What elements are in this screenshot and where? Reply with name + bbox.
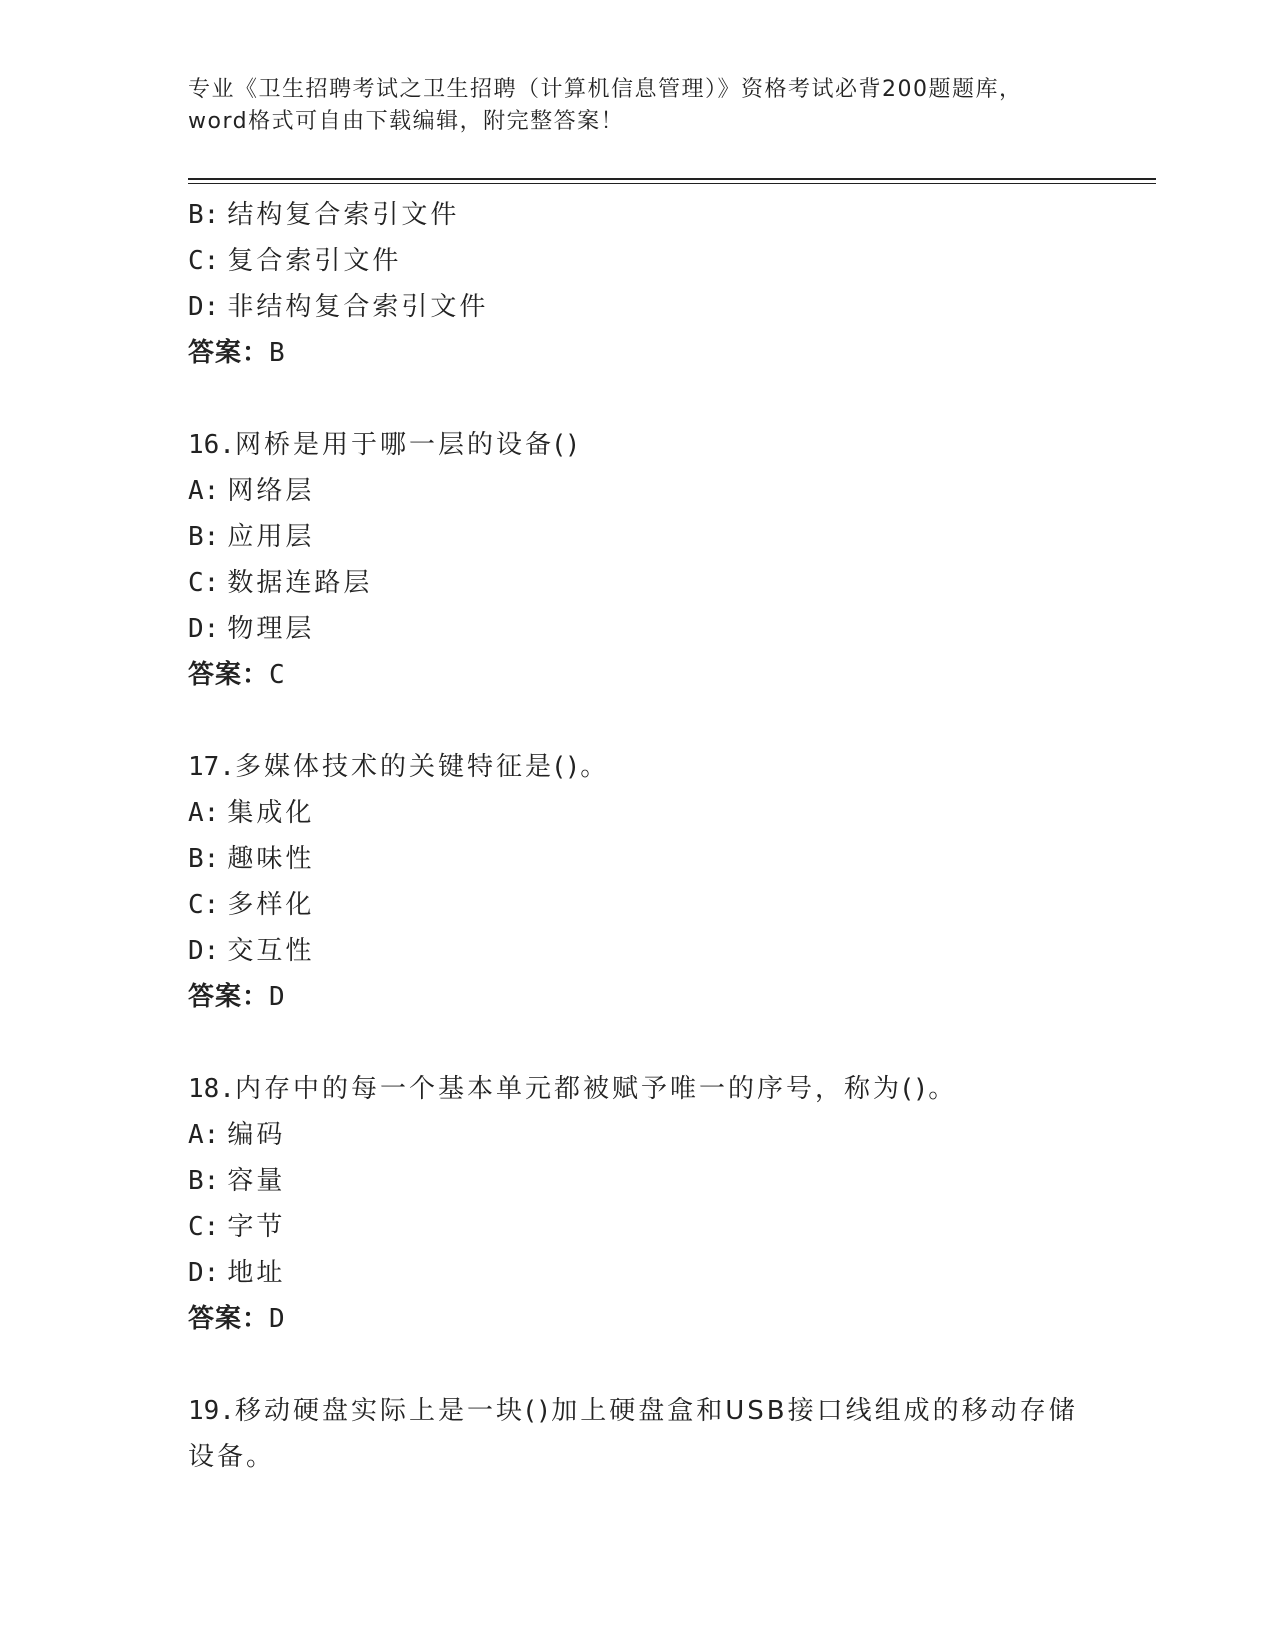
option-c <box>188 560 1148 606</box>
document-header <box>188 74 1088 138</box>
answer <box>188 652 1148 698</box>
option-c <box>188 238 1148 284</box>
question-number: 16. <box>188 430 235 460</box>
question-stem <box>188 1066 1148 1112</box>
option-label: C: <box>188 1212 220 1242</box>
option-text: 趣味性 <box>227 844 315 874</box>
question-18 <box>188 1066 1148 1342</box>
header-title-line-1: 专业《卫生招聘考试之卫生招聘（计算机信息管理）》资格考试必背200题题库， <box>188 77 1023 102</box>
option-text: 物理层 <box>227 614 315 644</box>
option-a <box>188 1112 1148 1158</box>
question-text: 内存中的每一个基本单元都被赋予唯一的序号，称为()。 <box>234 1074 958 1104</box>
answer <box>188 974 1148 1020</box>
option-text: 应用层 <box>227 522 315 552</box>
option-text: 结构复合索引文件 <box>227 200 460 230</box>
option-d <box>188 606 1148 652</box>
question-19 <box>188 1388 1148 1480</box>
option-text: 编码 <box>227 1120 286 1150</box>
header-divider-thin <box>188 183 1156 184</box>
option-c <box>188 882 1148 928</box>
answer-value: D <box>269 982 285 1012</box>
option-text: 多样化 <box>227 890 315 920</box>
answer-value: B <box>269 338 285 368</box>
question-text: 网桥是用于哪一层的设备() <box>234 430 581 460</box>
option-a <box>188 468 1148 514</box>
option-label: C: <box>188 568 220 598</box>
option-label: D: <box>188 614 220 644</box>
option-label: A: <box>188 476 220 506</box>
question-list <box>188 192 1148 1480</box>
answer-key: 答案： <box>188 982 270 1012</box>
header-title-line-2: word格式可自由下载编辑，附完整答案！ <box>188 109 625 134</box>
option-label: D: <box>188 936 220 966</box>
option-text: 数据连路层 <box>227 568 373 598</box>
option-label: B: <box>188 522 220 552</box>
option-label: D: <box>188 292 220 322</box>
option-label: B: <box>188 1166 220 1196</box>
option-text: 地址 <box>227 1258 286 1288</box>
answer-key: 答案： <box>188 338 270 368</box>
option-text: 交互性 <box>227 936 315 966</box>
answer-key: 答案： <box>188 660 270 690</box>
option-text: 字节 <box>227 1212 286 1242</box>
option-text: 网络层 <box>227 476 315 506</box>
option-b <box>188 192 1148 238</box>
option-b <box>188 1158 1148 1204</box>
option-d <box>188 928 1148 974</box>
option-label: A: <box>188 798 220 828</box>
option-text: 容量 <box>227 1166 286 1196</box>
question-text: 移动硬盘实际上是一块()加上硬盘盒和USB接口线组成的移动存储 <box>234 1396 1078 1426</box>
question-partial <box>188 192 1148 376</box>
answer-value: D <box>269 1304 285 1334</box>
option-text: 非结构复合索引文件 <box>227 292 489 322</box>
option-label: B: <box>188 844 220 874</box>
option-c <box>188 1204 1148 1250</box>
option-d <box>188 284 1148 330</box>
answer-key: 答案： <box>188 1304 270 1334</box>
header-divider-thick <box>188 178 1156 180</box>
answer <box>188 1296 1148 1342</box>
option-label: B: <box>188 200 220 230</box>
option-label: A: <box>188 1120 220 1150</box>
option-text: 集成化 <box>227 798 315 828</box>
question-17 <box>188 744 1148 1020</box>
option-b <box>188 514 1148 560</box>
question-number: 19. <box>188 1396 235 1426</box>
option-d <box>188 1250 1148 1296</box>
option-label: D: <box>188 1258 220 1288</box>
question-stem <box>188 1388 1148 1434</box>
question-text: 多媒体技术的关键特征是()。 <box>234 752 610 782</box>
option-b <box>188 836 1148 882</box>
question-number: 18. <box>188 1074 235 1104</box>
question-stem <box>188 744 1148 790</box>
question-16 <box>188 422 1148 698</box>
option-label: C: <box>188 246 220 276</box>
option-a <box>188 790 1148 836</box>
option-label: C: <box>188 890 220 920</box>
option-text: 复合索引文件 <box>227 246 402 276</box>
answer-value: C <box>269 660 285 690</box>
question-stem <box>188 422 1148 468</box>
answer <box>188 330 1148 376</box>
question-number: 17. <box>188 752 235 782</box>
question-text-continued: 设备。 <box>188 1442 276 1472</box>
